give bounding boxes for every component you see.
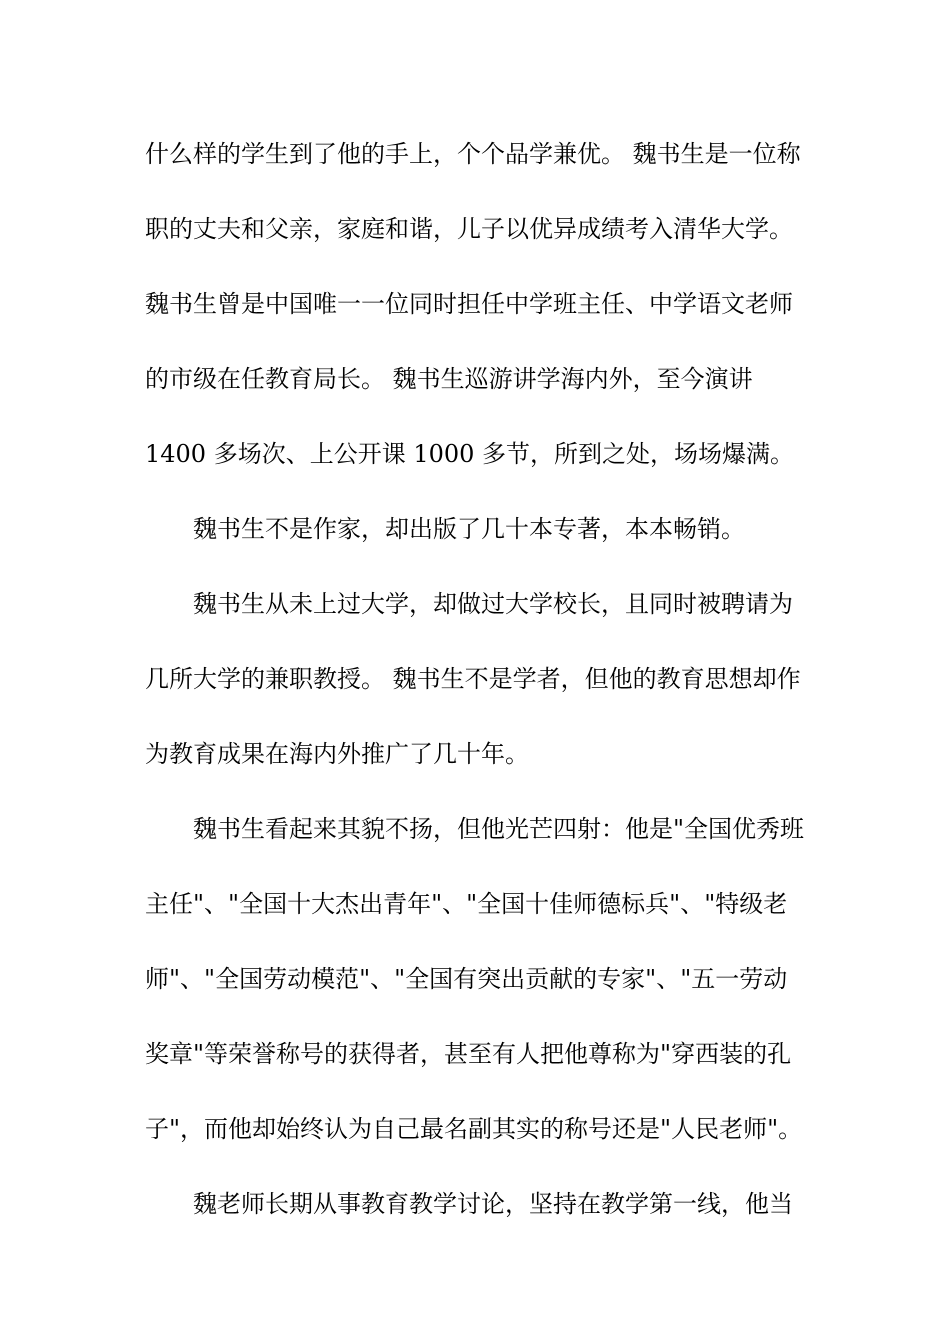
text-line-4: 的市级在任教育局长。 魏书生巡游讲学海内外，至今演讲 bbox=[145, 365, 753, 393]
text-line-11: 主任"、"全国十大杰出青年"、"全国十佳师德标兵"、"特级老 bbox=[145, 890, 788, 918]
text-line-10: 魏书生看起来其貌不扬，但他光芒四射：他是"全国优秀班 bbox=[193, 815, 805, 843]
text-line-8: 几所大学的兼职教授。 魏书生不是学者，但他的教育思想却作 bbox=[145, 665, 801, 693]
text-line-9: 为教育成果在海内外推广了几十年。 bbox=[145, 740, 529, 768]
text-line-14: 子"，而他却始终认为自己最名副其实的称号还是"人民老师"。 bbox=[145, 1115, 803, 1143]
text-line-2: 职的丈夫和父亲，家庭和谐，儿子以优异成绩考入清华大学。 bbox=[145, 215, 793, 243]
text-line-7: 魏书生从未上过大学，却做过大学校长，且同时被聘请为 bbox=[193, 590, 793, 618]
text-line-12: 师"、"全国劳动模范"、"全国有突出贡献的专家"、"五一劳动 bbox=[145, 965, 788, 993]
text-line-3: 魏书生曾是中国唯一一位同时担任中学班主任、中学语文老师 bbox=[145, 290, 793, 318]
text-line-5: 1400 多场次、上公开课 1000 多节，所到之处，场场爆满。 bbox=[145, 440, 795, 468]
text-line-13: 奖章"等荣誉称号的获得者，甚至有人把他尊称为"穿西装的孔 bbox=[145, 1040, 792, 1068]
text-line-15: 魏老师长期从事教育教学讨论，坚持在教学第一线，他当 bbox=[193, 1190, 793, 1218]
text-line-1: 什么样的学生到了他的手上，个个品学兼优。 魏书生是一位称 bbox=[145, 140, 801, 168]
text-line-6: 魏书生不是作家，却出版了几十本专著，本本畅销。 bbox=[193, 515, 745, 543]
